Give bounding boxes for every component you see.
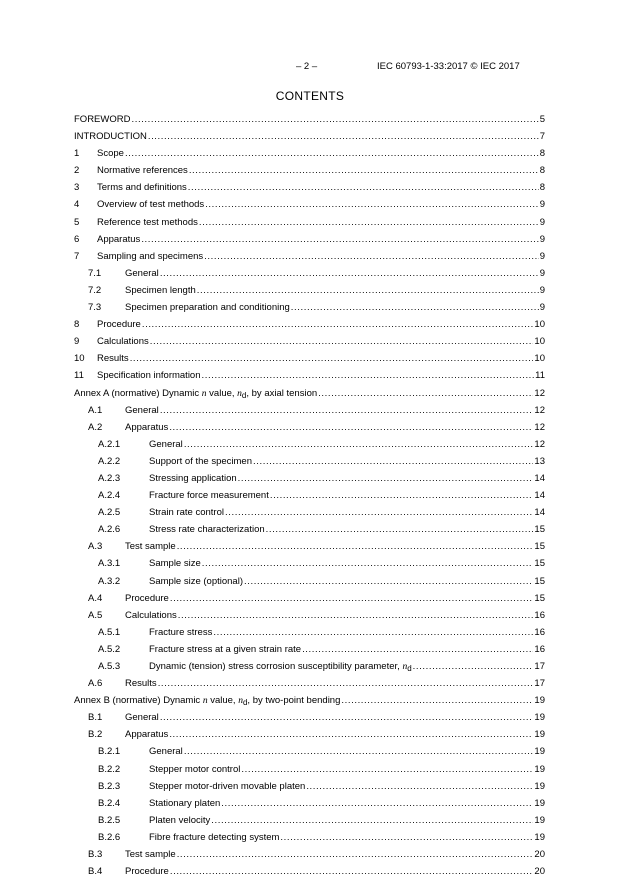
toc-entry-title: Stepper motor control xyxy=(149,761,241,778)
toc-entry-number: 7.3 xyxy=(88,299,101,316)
toc-entry-page: 16 xyxy=(533,641,545,658)
toc-entry[interactable] xyxy=(74,641,545,658)
dot-leader xyxy=(253,453,533,470)
toc-entry[interactable] xyxy=(74,470,545,487)
toc-entry-title: Stepper motor-driven movable platen xyxy=(149,778,306,795)
toc-entry-number: A.2 xyxy=(88,419,102,436)
toc-entry-page: 7 xyxy=(539,128,545,145)
toc-entry-number: A.3.2 xyxy=(98,573,120,590)
toc-entry[interactable] xyxy=(74,590,545,607)
toc-entry-page: 19 xyxy=(533,778,545,795)
toc-entry-title: Test sample xyxy=(125,538,177,555)
toc-entry-title: Fracture force measurement xyxy=(149,487,270,504)
toc-entry-page: 15 xyxy=(533,538,545,555)
toc-entry-page: 19 xyxy=(533,709,545,726)
toc-entry-title: Terms and definitions xyxy=(97,179,188,196)
toc-entry-title: Stationary platen xyxy=(149,795,221,812)
toc-entry-page: 16 xyxy=(533,624,545,641)
toc-entry-number: B.2.3 xyxy=(98,778,120,795)
toc-entry-title: Dynamic (tension) stress corrosion susceptibility parameter, $n_d$ xyxy=(149,658,413,677)
toc-entry-page: 9 xyxy=(539,248,545,265)
dot-leader xyxy=(197,282,539,299)
toc-entry[interactable] xyxy=(74,504,545,521)
toc-entry-page: 8 xyxy=(539,162,545,179)
toc-entry[interactable] xyxy=(74,521,545,538)
toc-entry-number: 8 xyxy=(74,316,79,333)
toc-entry[interactable] xyxy=(74,350,545,367)
toc-entry-page: 15 xyxy=(533,555,545,572)
toc-entry-title: Annex A (normative) Dynamic n value, $n_d$, by axial tension xyxy=(74,385,318,404)
toc-entry-title: Support of the specimen xyxy=(149,453,253,470)
toc-entry-number: 3 xyxy=(74,179,79,196)
toc-entry-number: 9 xyxy=(74,333,79,350)
toc-entry-title: General xyxy=(125,402,160,419)
toc-entry[interactable] xyxy=(74,214,545,231)
toc-entry[interactable] xyxy=(74,829,545,846)
toc-entry-title: Sample size xyxy=(149,555,202,572)
toc-entry-title: Reference test methods xyxy=(97,214,199,231)
toc-entry-page: 20 xyxy=(533,863,545,880)
toc-entry[interactable] xyxy=(74,111,545,128)
toc-entry-page: 19 xyxy=(533,812,545,829)
toc-entry[interactable] xyxy=(74,196,545,213)
toc-entry-number: B.3 xyxy=(88,846,102,863)
toc-entry-page: 19 xyxy=(533,743,545,760)
toc-entry-number: A.2.5 xyxy=(98,504,120,521)
toc-entry[interactable] xyxy=(74,812,545,829)
dot-leader xyxy=(306,778,533,795)
dot-leader xyxy=(170,590,534,607)
toc-entry-number: B.2 xyxy=(88,726,102,743)
toc-entry[interactable] xyxy=(74,538,545,555)
toc-entry-page: 12 xyxy=(533,419,545,436)
toc-entry-number: A.2.6 xyxy=(98,521,120,538)
toc-entry-number: A.5.1 xyxy=(98,624,120,641)
toc-entry-title: General xyxy=(125,265,160,282)
toc-entry-title: Calculations xyxy=(97,333,150,350)
toc-entry-number: A.2.1 xyxy=(98,436,120,453)
dot-leader xyxy=(302,641,533,658)
dot-leader xyxy=(177,846,534,863)
toc-entry[interactable] xyxy=(74,863,545,880)
toc-entry[interactable] xyxy=(74,145,545,162)
toc-entry[interactable] xyxy=(74,299,545,316)
toc-entry-page: 15 xyxy=(533,521,545,538)
dot-leader xyxy=(160,265,539,282)
toc-entry-page: 16 xyxy=(533,607,545,624)
toc-entry-number: 7.2 xyxy=(88,282,101,299)
toc-entry-title: Overview of test methods xyxy=(97,196,205,213)
toc-entry[interactable] xyxy=(74,248,545,265)
toc-entry[interactable] xyxy=(74,436,545,453)
toc-entry-title: Fracture stress at a given strain rate xyxy=(149,641,302,658)
toc-entry-title: Fracture stress xyxy=(149,624,213,641)
toc-entry-page: 19 xyxy=(533,726,545,743)
dot-leader xyxy=(184,436,534,453)
dot-leader xyxy=(238,470,534,487)
toc-entry[interactable] xyxy=(74,453,545,470)
toc-entry[interactable] xyxy=(74,573,545,590)
dot-leader xyxy=(204,248,539,265)
toc-entry[interactable] xyxy=(74,692,545,709)
toc-entry[interactable] xyxy=(74,316,545,333)
dot-leader xyxy=(221,795,533,812)
toc-entry[interactable] xyxy=(74,385,545,402)
toc-entry-title: Sampling and specimens xyxy=(97,248,204,265)
dot-leader xyxy=(280,829,533,846)
toc-entry-number: A.5.3 xyxy=(98,658,120,675)
toc-entry-number: B.2.4 xyxy=(98,795,120,812)
toc-entry-title: Specification information xyxy=(97,367,202,384)
toc-entry[interactable] xyxy=(74,778,545,795)
toc-entry-page: 5 xyxy=(539,111,545,128)
toc-entry-title: Apparatus xyxy=(97,231,141,248)
toc-entry-page: 9 xyxy=(539,214,545,231)
toc-entry-number: A.5.2 xyxy=(98,641,120,658)
toc-entry-title: Test sample xyxy=(125,846,177,863)
dot-leader xyxy=(184,743,534,760)
toc-entry-page: 17 xyxy=(533,675,545,692)
toc-entry-page: 19 xyxy=(533,829,545,846)
dot-leader xyxy=(188,179,539,196)
dot-leader xyxy=(160,709,534,726)
toc-entry-page: 9 xyxy=(539,265,545,282)
toc-entry[interactable] xyxy=(74,282,545,299)
toc-entry-title: Normative references xyxy=(97,162,189,179)
toc-entry-page: 15 xyxy=(533,590,545,607)
toc-entry-page: 10 xyxy=(533,333,545,350)
toc-entry-title: Specimen length xyxy=(125,282,197,299)
dot-leader xyxy=(244,573,533,590)
toc-entry-number: B.2.6 xyxy=(98,829,120,846)
toc-entry-page: 9 xyxy=(539,282,545,299)
dot-leader xyxy=(189,162,539,179)
toc-entry-number: B.2.2 xyxy=(98,761,120,778)
toc-entry-title: General xyxy=(125,709,160,726)
toc-entry[interactable] xyxy=(74,624,545,641)
dot-leader xyxy=(130,350,534,367)
toc-entry[interactable] xyxy=(74,846,545,863)
toc-entry-number: A.4 xyxy=(88,590,102,607)
toc-entry[interactable] xyxy=(74,419,545,436)
toc-entry-title: Procedure xyxy=(125,590,170,607)
toc-entry-page: 14 xyxy=(533,487,545,504)
toc-entry-number: 1 xyxy=(74,145,79,162)
toc-entry[interactable] xyxy=(74,709,545,726)
toc-entry-title: Scope xyxy=(97,145,125,162)
toc-entry-page: 19 xyxy=(533,692,545,711)
page-number-header: – 2 – xyxy=(296,61,318,72)
toc-entry-number: 5 xyxy=(74,214,79,231)
document-reference: IEC 60793-1-33:2017 © IEC 2017 xyxy=(377,61,520,72)
toc-entry-number: 11 xyxy=(74,367,84,384)
toc-entry-number: A.6 xyxy=(88,675,102,692)
dot-leader xyxy=(169,726,533,743)
toc-entry-page: 9 xyxy=(539,196,545,213)
toc-entry-page: 14 xyxy=(533,470,545,487)
dot-leader xyxy=(169,419,533,436)
dot-leader xyxy=(211,812,533,829)
toc-entry-title: Fibre fracture detecting system xyxy=(149,829,280,846)
toc-entry-number: 2 xyxy=(74,162,79,179)
toc-entry-number: B.2.1 xyxy=(98,743,120,760)
toc-entry[interactable] xyxy=(74,726,545,743)
toc-entry-page: 9 xyxy=(539,299,545,316)
toc-entry-title: Specimen preparation and conditioning xyxy=(125,299,291,316)
toc-entry[interactable] xyxy=(74,607,545,624)
toc-entry-page: 19 xyxy=(533,795,545,812)
toc-entry-title: General xyxy=(149,743,184,760)
toc-entry-number: B.4 xyxy=(88,863,102,880)
toc-entry-page: 12 xyxy=(533,385,545,404)
toc-entry-title: Results xyxy=(97,350,130,367)
toc-entry[interactable] xyxy=(74,761,545,778)
toc-entry-page: 9 xyxy=(539,231,545,248)
dot-leader xyxy=(125,145,539,162)
toc-entry-number: 7.1 xyxy=(88,265,101,282)
dot-leader xyxy=(266,521,534,538)
toc-entry-page: 11 xyxy=(534,367,545,384)
table-of-contents xyxy=(74,111,545,880)
dot-leader xyxy=(213,624,533,641)
toc-entry-page: 10 xyxy=(533,350,545,367)
toc-entry-page: 10 xyxy=(533,316,545,333)
toc-entry-number: 7 xyxy=(74,248,79,265)
toc-entry[interactable] xyxy=(74,743,545,760)
toc-entry-title: Platen velocity xyxy=(149,812,211,829)
dot-leader xyxy=(141,231,538,248)
toc-entry-page: 12 xyxy=(533,436,545,453)
toc-entry-page: 12 xyxy=(533,402,545,419)
toc-entry-title: Stressing application xyxy=(149,470,238,487)
toc-entry[interactable] xyxy=(74,658,545,675)
toc-entry-number: 4 xyxy=(74,196,79,213)
dot-leader xyxy=(150,333,534,350)
toc-entry[interactable] xyxy=(74,265,545,282)
dot-leader xyxy=(291,299,539,316)
toc-entry[interactable] xyxy=(74,367,545,384)
toc-entry[interactable] xyxy=(74,487,545,504)
toc-entry-title: Sample size (optional) xyxy=(149,573,244,590)
toc-entry-title: General xyxy=(149,436,184,453)
dot-leader xyxy=(205,196,539,213)
toc-entry-title: Procedure xyxy=(97,316,142,333)
toc-entry[interactable] xyxy=(74,402,545,419)
toc-entry-number: B.1 xyxy=(88,709,102,726)
page-title: CONTENTS xyxy=(275,89,345,103)
toc-entry[interactable] xyxy=(74,162,545,179)
toc-entry-page: 20 xyxy=(533,846,545,863)
toc-entry-title: Calculations xyxy=(125,607,178,624)
toc-entry-page: 19 xyxy=(533,761,545,778)
dot-leader xyxy=(158,675,534,692)
toc-entry-number: A.1 xyxy=(88,402,102,419)
toc-entry-title: FOREWORD xyxy=(74,111,131,128)
toc-entry[interactable] xyxy=(74,128,545,145)
dot-leader xyxy=(241,761,533,778)
dot-leader xyxy=(131,111,538,128)
toc-entry-number: B.2.5 xyxy=(98,812,120,829)
toc-entry-number: A.2.2 xyxy=(98,453,120,470)
dot-leader xyxy=(178,607,534,624)
toc-entry-number: A.3.1 xyxy=(98,555,120,572)
toc-entry[interactable] xyxy=(74,231,545,248)
dot-leader xyxy=(160,402,534,419)
toc-entry-title: Apparatus xyxy=(125,419,169,436)
toc-entry-number: 10 xyxy=(74,350,85,367)
toc-entry[interactable] xyxy=(74,179,545,196)
toc-entry-number: A.2.3 xyxy=(98,470,120,487)
dot-leader xyxy=(177,538,534,555)
toc-entry-title: Strain rate control xyxy=(149,504,225,521)
dot-leader xyxy=(225,504,533,521)
toc-entry-number: A.2.4 xyxy=(98,487,120,504)
dot-leader xyxy=(270,487,534,504)
toc-entry[interactable] xyxy=(74,675,545,692)
dot-leader xyxy=(148,128,539,145)
toc-entry[interactable] xyxy=(74,795,545,812)
toc-entry-title: INTRODUCTION xyxy=(74,128,148,145)
dot-leader xyxy=(202,555,534,572)
toc-entry-number: A.3 xyxy=(88,538,102,555)
toc-entry-number: 6 xyxy=(74,231,79,248)
toc-entry[interactable] xyxy=(74,555,545,572)
toc-entry-page: 8 xyxy=(539,145,545,162)
toc-entry[interactable] xyxy=(74,333,545,350)
toc-entry-title: Apparatus xyxy=(125,726,169,743)
dot-leader xyxy=(199,214,539,231)
toc-entry-page: 13 xyxy=(533,453,545,470)
toc-entry-page: 15 xyxy=(533,573,545,590)
toc-entry-page: 14 xyxy=(533,504,545,521)
toc-entry-title: Stress rate characterization xyxy=(149,521,266,538)
dot-leader xyxy=(142,316,534,333)
toc-entry-number: A.5 xyxy=(88,607,102,624)
dot-leader xyxy=(170,863,534,880)
toc-entry-title: Procedure xyxy=(125,863,170,880)
toc-entry-title: Annex B (normative) Dynamic n value, $n_d$, by two-point bending xyxy=(74,692,341,711)
toc-entry-page: 8 xyxy=(539,179,545,196)
dot-leader xyxy=(202,367,535,384)
toc-entry-page: 17 xyxy=(533,658,545,677)
toc-entry-title: Results xyxy=(125,675,158,692)
